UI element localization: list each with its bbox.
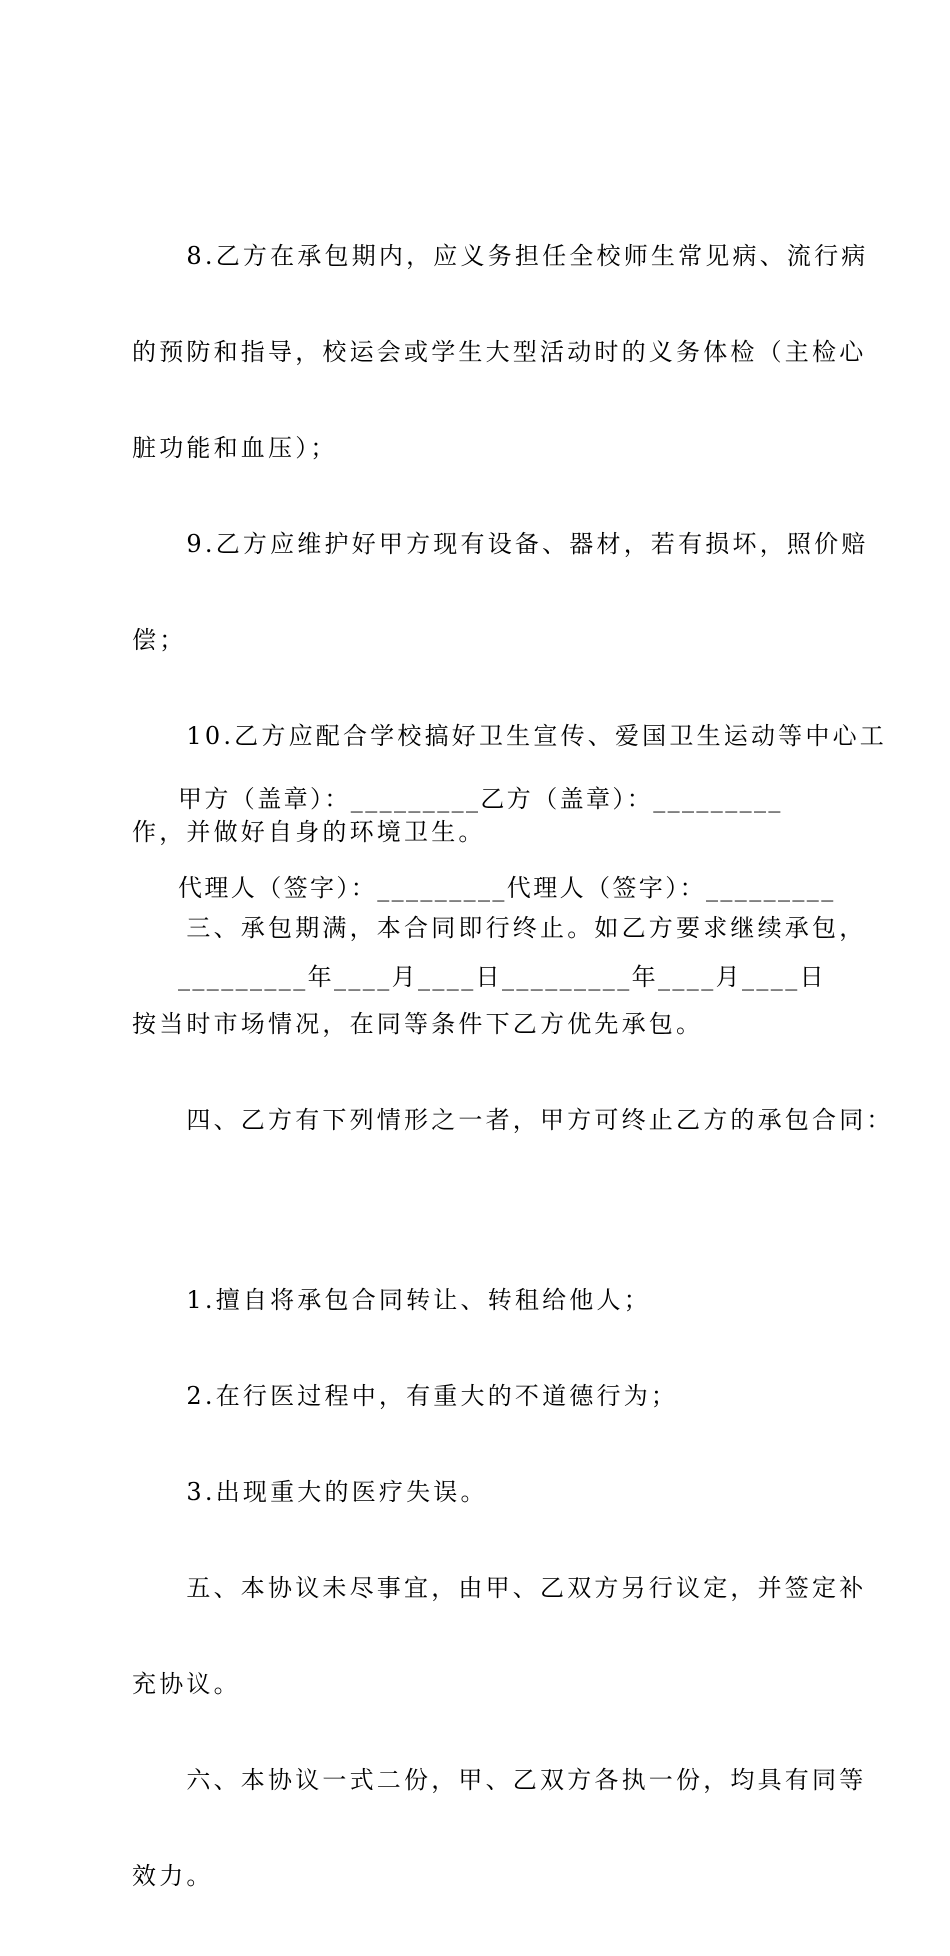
clause-9-line-2: 偿； [132,626,187,654]
section-3-line-1: 三、承包期满，本合同即行终止。如乙方要求继续承包， [132,914,867,942]
signature-block [178,724,836,1051]
party-seal-line: 甲方（盖章）：_________乙方（盖章）：_________ [178,785,783,813]
section-6-line-1: 六、本协议一式二份，甲、乙双方各执一份，均具有同等 [132,1766,867,1794]
paragraph-gap [132,1200,844,1220]
termination-item-3: 3.出现重大的医疗失误。 [132,1478,488,1506]
section-6-line-2: 效力。 [132,1862,214,1890]
termination-item-1: 1.擅自将承包合同转让、转租给他人； [132,1286,651,1314]
clause-8-line-2: 的预防和指导，校运会或学生大型活动时的义务体检（主检心 [132,338,867,366]
contract-body [132,176,894,1956]
agent-signature-line: 代理人（签字）：_________代理人（签字）：_________ [178,874,836,902]
section-4-heading: 四、乙方有下列情形之一者，甲方可终止乙方的承包合同： [132,1106,894,1134]
clause-9-line-1: 9.乙方应维护好甲方现有设备、器材，若有损坏，照价赔 [132,530,869,558]
section-5-line-1: 五、本协议未尽事宜，由甲、乙双方另行议定，并签定补 [132,1574,867,1602]
termination-item-2: 2.在行医过程中，有重大的不道德行为； [132,1382,679,1410]
date-line: _________年____月____日_________年____月____日 [178,963,826,991]
clause-8-line-3: 脏功能和血压）； [132,434,338,462]
section-3-line-2: 按当时市场情况，在同等条件下乙方优先承包。 [132,1010,704,1038]
clause-10-line-1: 10.乙方应配合学校搞好卫生宣传、爱国卫生运动等中心工 [132,722,887,750]
clause-10-line-2: 作，并做好自身的环境卫生。 [132,818,486,846]
clause-8-line-1: 8.乙方在承包期内，应义务担任全校师生常见病、流行病 [132,242,869,270]
section-5-line-2: 充协议。 [132,1670,241,1698]
